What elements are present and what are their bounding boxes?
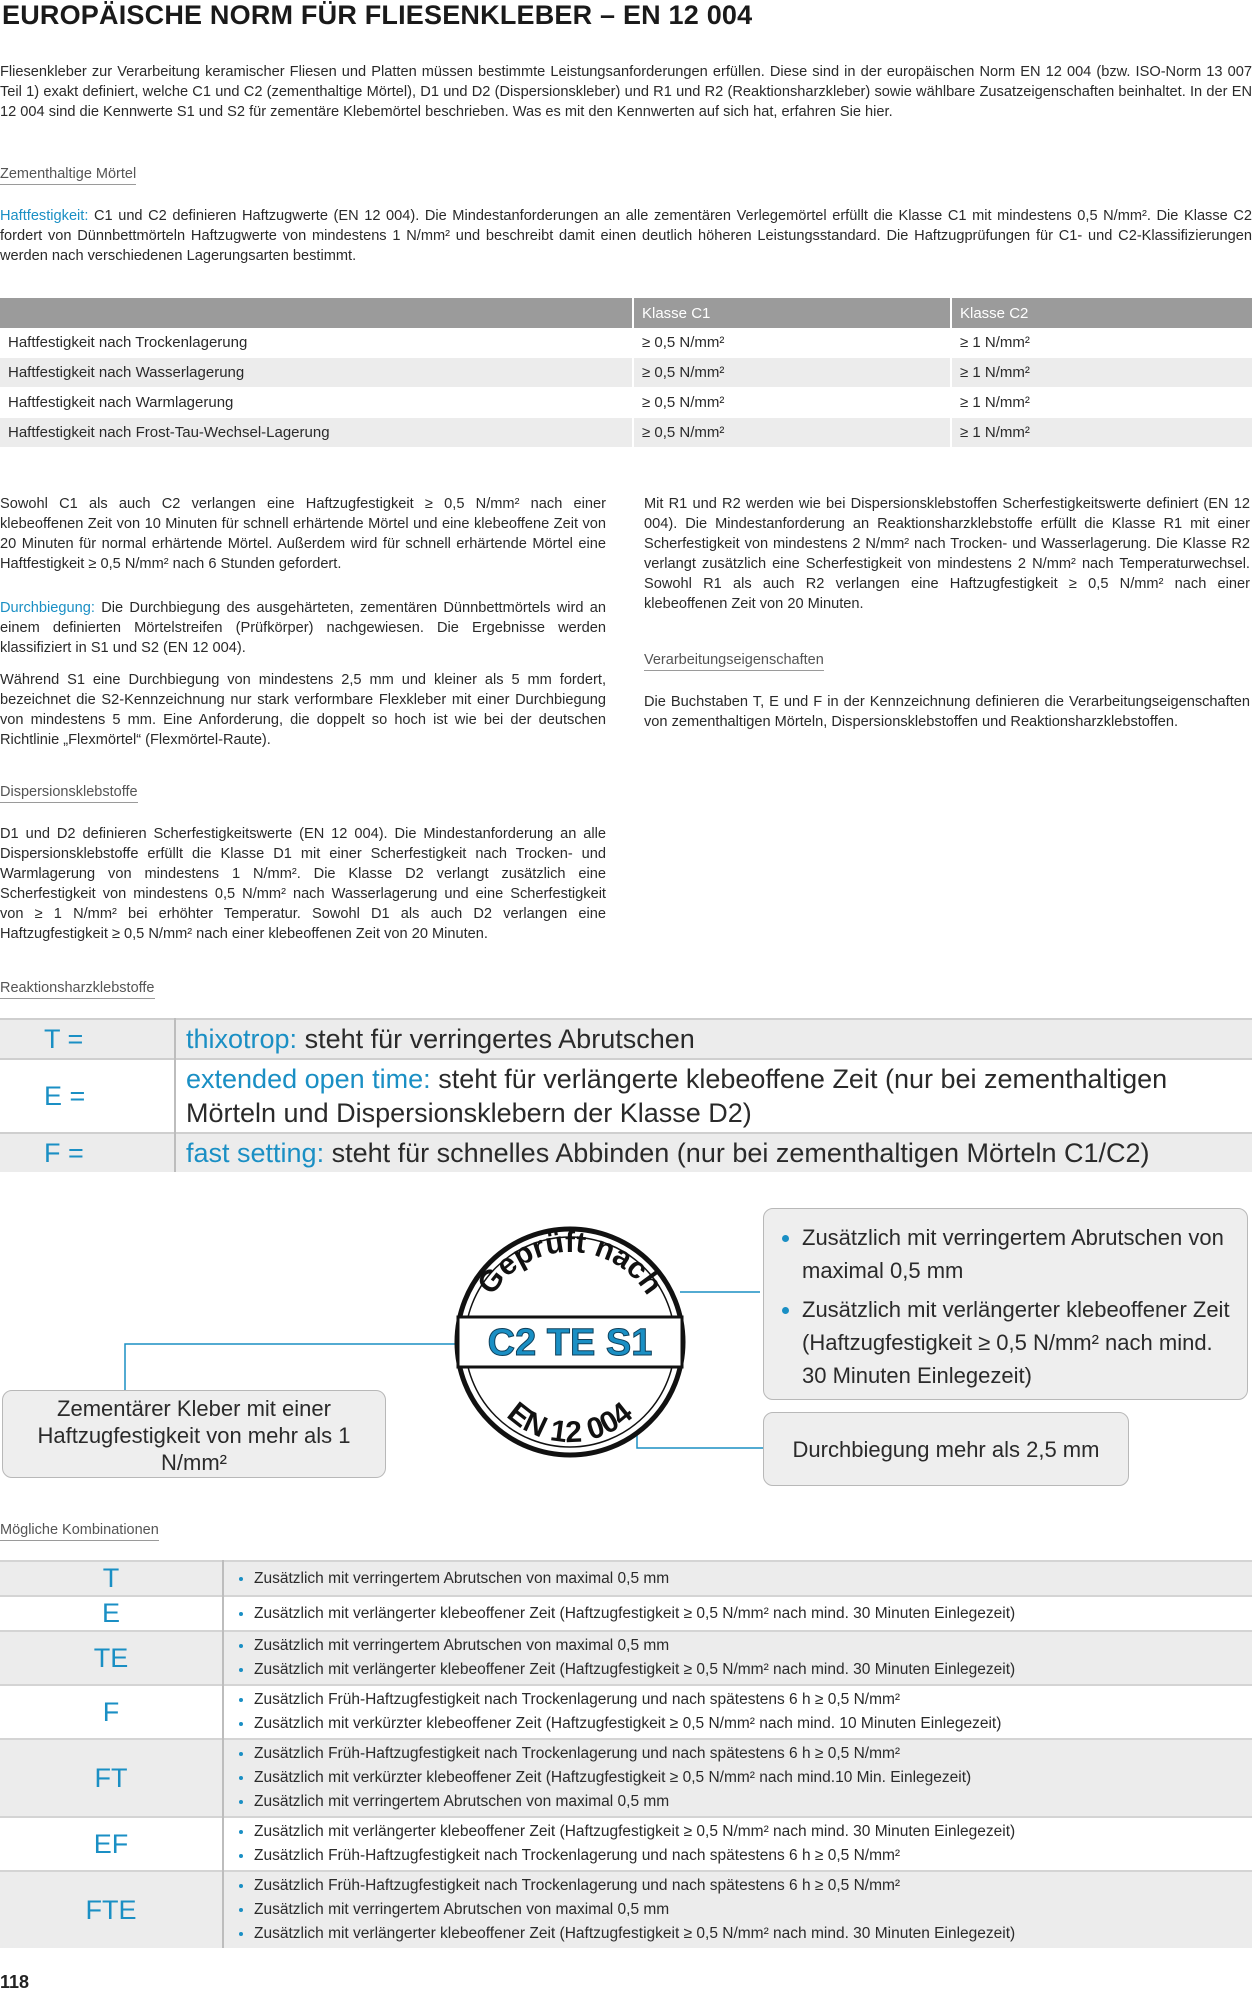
combo-items: [223, 1739, 1252, 1817]
combo-code: T: [0, 1561, 223, 1596]
combo-item: • Zusätzlich mit verringertem Abrutschen von maximal 0,5 mm: [254, 1898, 1252, 1922]
section-heading-verarbeitung: Verarbeitungseigenschaften: [644, 652, 824, 671]
table-cell: Haftfestigkeit nach Trockenlagerung: [0, 328, 633, 358]
section-heading-combinations: Mögliche Kombinationen: [0, 1522, 159, 1541]
callout-te-list: [778, 1221, 1235, 1392]
table-cell: ≥ 0,5 N/mm²: [633, 358, 951, 388]
combo-item: • Zusätzlich mit verkürzter klebeoffener Zeit (Haftzugfestigkeit ≥ 0,5 N/mm² nach mind. 10 Minuten Einlegezeit): [254, 1712, 1252, 1736]
zement-paragraph: [0, 206, 1252, 266]
combo-code: FTE: [0, 1871, 223, 1948]
combo-code: E: [0, 1596, 223, 1631]
code-term: thixotrop:: [186, 1024, 298, 1054]
combo-code: FT: [0, 1739, 223, 1817]
table-cell: Haftfestigkeit nach Wasserlagerung: [0, 358, 633, 388]
combo-items: [223, 1817, 1252, 1871]
table-row: [0, 358, 1252, 388]
code-term: fast setting:: [186, 1138, 325, 1168]
combo-items: [223, 1561, 1252, 1596]
adhesion-table: [0, 298, 1252, 448]
combo-item: • Zusätzlich mit verlängerter klebeoffener Zeit (Haftzugfestigkeit ≥ 0,5 N/mm² nach mind. 30 Minuten Einlegezeit): [254, 1602, 1252, 1626]
code-description: [175, 1019, 1252, 1059]
code-row: [0, 1133, 1252, 1172]
table-header-row: [0, 298, 1252, 328]
combo-item: • Zusätzlich Früh-Haftzugfestigkeit nach Trockenlagerung und nach spätestens 6 h ≥ 0,5 N/mm²: [254, 1742, 1252, 1766]
haft-text: C1 und C2 definieren Haftzugwerte (EN 12 004). Die Mindestanforderungen an alle zementären Verlegemörtel erfüllt die Klasse C1 mit mindestens 0,5 N/mm². Die Klasse C2 fordert von Dünnbettmörteln Haftzugwerte von mindestens 1 N/mm² und beschreibt damit einen deutlich höheren Leistungsstandard. Die Haftzugprüfungen für C1- und C2-Klassifizierungen werden nach verschiedenen Lagerungsarten bestimmt.: [0, 208, 1252, 264]
durchbiegung-label: Durchbiegung:: [0, 600, 95, 616]
table-row: [0, 388, 1252, 418]
callout-s1: Durchbiegung mehr als 2,5 mm: [763, 1412, 1129, 1486]
combo-row: [0, 1685, 1252, 1739]
combo-item: • Zusätzlich mit verringertem Abrutschen von maximal 0,5 mm: [254, 1790, 1252, 1814]
table-cell: ≥ 0,5 N/mm²: [633, 418, 951, 448]
right-paragraph-1: Mit R1 und R2 werden wie bei Dispersionsklebstoffen Scherfestigkeitswerte definiert (EN 12 004). Die Mindestanforderung an Reaktionsharzklebstoffe erfüllt die Klasse R1 mit einer Scherfestigkeit von mindestens 2 N/mm² nach Trocken- und Wasserlagerung. Die Klasse R2 verlangt zusätzlich eine Scherfestigkeit von mindestens 2 N/mm² nach Temperaturwechsel. Sowohl R1 als auch R2 verlangen eine Haftzugfestigkeit ≥ 0,5 N/mm² nach einer klebeoffenen Zeit von 20 Minuten.: [644, 496, 1250, 612]
haft-label: Haftfestigkeit:: [0, 208, 89, 224]
callout-cement: Zementärer Kleber mit einer Haftzugfestigkeit von mehr als 1 N/mm²: [2, 1390, 386, 1478]
code-letter: E =: [0, 1059, 175, 1133]
code-row: [0, 1059, 1252, 1133]
callout-te: [763, 1208, 1248, 1400]
combo-items: [223, 1871, 1252, 1948]
durchbiegung-text: Die Durchbiegung des ausgehärteten, zementären Dünnbettmörtels wird an einem definierten Mörtelstreifen (Prüfkörper) nachgewiesen. Die Ergebnisse werden klassifiziert in S1 und S2 (EN 12 004).: [0, 600, 606, 656]
callout-te-item: • Zusätzlich mit verringertem Abrutschen von maximal 0,5 mm: [802, 1221, 1235, 1287]
dispersion-paragraph: D1 und D2 definieren Scherfestigkeitswerte (EN 12 004). Die Mindestanforderung an alle Dispersionsklebstoffe erfüllt die Klasse D1 mit einer Scherfestigkeit nach Trocken- und Warmlagerung von mindestens 1 N/mm². Die Klasse D2 verlangt zusätzlich eine Scherfestigkeit von mindestens 0,5 N/mm² nach Wasserlagerung und eine Scherfestigkeit von ≥ 1 N/mm² bei erhöhter Temperatur. Sowohl D1 als auch D2 verlangen eine Haftzugfestigkeit ≥ 0,5 N/mm² nach einer klebeoffenen Zeit von 20 Minuten.: [0, 826, 606, 942]
table-cell: Haftfestigkeit nach Frost-Tau-Wechsel-Lagerung: [0, 418, 633, 448]
code-desc-text: steht für verlängerte klebeoffene Zeit (nur bei zementhaltigen Mörteln und Dispersionsklebern der Klasse D2): [186, 1064, 1168, 1128]
property-code-table: [0, 1018, 1252, 1172]
combo-item: • Zusätzlich Früh-Haftzugfestigkeit nach Trockenlagerung und nach spätestens 6 h ≥ 0,5 N/mm²: [254, 1844, 1252, 1868]
intro-paragraph: Fliesenkleber zur Verarbeitung keramischer Fliesen und Platten müssen bestimmte Leistungsanforderungen erfüllen. Diese sind in der europäischen Norm EN 12 004 (bzw. ISO-Norm 13 007 Teil 1) exakt definiert, welche C1 und C2 (zementhaltige Mörtel), D1 und D2 (Dispersionskleber) und R1 und R2 (Reaktionsharzkleber) sowie wählbare Zusatzeigenschaften beinhaltet. In der EN 12 004 sind die Kennwerte S1 und S2 für zementäre Klebemörtel beschrieben. Was es mit den Kennwerten auf sich hat, erfahren Sie hier.: [0, 64, 1252, 120]
combo-code: F: [0, 1685, 223, 1739]
combo-row: [0, 1561, 1252, 1596]
table-row: [0, 418, 1252, 448]
code-letter: T =: [0, 1019, 175, 1059]
combo-items: [223, 1685, 1252, 1739]
combo-items: [223, 1596, 1252, 1631]
table-cell: ≥ 1 N/mm²: [951, 388, 1252, 418]
code-desc-text: steht für schnelles Abbinden (nur bei zementhaltigen Mörteln C1/C2): [324, 1138, 1150, 1168]
table-cell: ≥ 1 N/mm²: [951, 358, 1252, 388]
table-cell: ≥ 0,5 N/mm²: [633, 388, 951, 418]
combo-row: [0, 1817, 1252, 1871]
page-number: 118: [0, 1972, 30, 1992]
combo-item: • Zusätzlich mit verkürzter klebeoffener Zeit (Haftzugfestigkeit ≥ 0,5 N/mm² nach mind.10 Min. Einlegezeit): [254, 1766, 1252, 1790]
left-paragraph-3: Während S1 eine Durchbiegung von mindestens 2,5 mm und kleiner als 5 mm fordert, bezeichnet die S2-Kennzeichnung nur stark verformbare Flexkleber mit einer Durchbiegung von mindestens 5 mm. Eine Anforderung, die doppelt so hoch ist wie bei der deutschen Richtlinie „Flexmörtel“ (Flexmörtel-Raute).: [0, 672, 606, 748]
code-desc-text: steht für verringertes Abrutschen: [297, 1024, 695, 1054]
test-seal: [450, 1222, 690, 1462]
code-row: [0, 1019, 1252, 1059]
section-heading-zement: Zementhaltige Mörtel: [0, 166, 136, 185]
combo-item: • Zusätzlich mit verringertem Abrutschen von maximal 0,5 mm: [254, 1634, 1252, 1658]
code-term: extended open time:: [186, 1064, 431, 1094]
combo-items: [223, 1631, 1252, 1685]
seal-top-text: Geprüft nach: [471, 1225, 669, 1301]
combo-code: TE: [0, 1631, 223, 1685]
combo-row: [0, 1596, 1252, 1631]
table-cell: Haftfestigkeit nach Warmlagerung: [0, 388, 633, 418]
combinations-table: [0, 1560, 1252, 1948]
combo-row: [0, 1739, 1252, 1817]
table-header-cell: Klasse C2: [951, 298, 1252, 328]
durchbiegung-paragraph: [0, 598, 606, 658]
section-heading-dispersion: Dispersionsklebstoffe: [0, 784, 138, 803]
seal-code: C2 TE S1: [487, 1322, 653, 1364]
combo-row: [0, 1631, 1252, 1685]
combo-item: • Zusätzlich mit verringertem Abrutschen von maximal 0,5 mm: [254, 1567, 1252, 1591]
code-description: [175, 1059, 1252, 1133]
code-letter: F =: [0, 1133, 175, 1172]
table-cell: ≥ 1 N/mm²: [951, 418, 1252, 448]
code-description: [175, 1133, 1252, 1172]
seal-bottom-text: EN 12 004: [501, 1395, 639, 1450]
table-header-cell: [0, 298, 633, 328]
table-cell: ≥ 0,5 N/mm²: [633, 328, 951, 358]
page-title: EUROPÄISCHE NORM FÜR FLIESENKLEBER – EN 12 004: [2, 0, 753, 30]
section-heading-reaktionsharz: Reaktionsharzklebstoffe: [0, 980, 155, 999]
combo-item: • Zusätzlich Früh-Haftzugfestigkeit nach Trockenlagerung und nach spätestens 6 h ≥ 0,5 N/mm²: [254, 1688, 1252, 1712]
combo-code: EF: [0, 1817, 223, 1871]
left-paragraph-1: Sowohl C1 als auch C2 verlangen eine Haftzugfestigkeit ≥ 0,5 N/mm² nach einer klebeoffenen Zeit von 10 Minuten für schnell erhärtende Mörtel und eine klebeoffene Zeit von 20 Minuten für normal erhärtende Mörtel. Außerdem wird für schnell erhärtende Mörtel eine Haftfestigkeit ≥ 0,5 N/mm² nach 6 Stunden gefordert.: [0, 496, 606, 572]
callout-te-item: • Zusätzlich mit verlängerter klebeoffener Zeit (Haftzugfestigkeit ≥ 0,5 N/mm² nach mind. 30 Minuten Einlegezeit): [802, 1293, 1235, 1392]
combo-item: • Zusätzlich mit verlängerter klebeoffener Zeit (Haftzugfestigkeit ≥ 0,5 N/mm² nach mind. 30 Minuten Einlegezeit): [254, 1658, 1252, 1682]
table-header-cell: Klasse C1: [633, 298, 951, 328]
combo-row: [0, 1871, 1252, 1948]
verarbeitung-paragraph: Die Buchstaben T, E und F in der Kennzeichnung definieren die Verarbeitungseigenschaften von zementhaltigen Mörteln, Dispersionsklebstoffen und Reaktionsharzklebstoffen.: [644, 694, 1250, 730]
table-row: [0, 328, 1252, 358]
combo-item: • Zusätzlich mit verlängerter klebeoffener Zeit (Haftzugfestigkeit ≥ 0,5 N/mm² nach mind. 30 Minuten Einlegezeit): [254, 1820, 1252, 1844]
combo-item: • Zusätzlich mit verlängerter klebeoffener Zeit (Haftzugfestigkeit ≥ 0,5 N/mm² nach mind. 30 Minuten Einlegezeit): [254, 1922, 1252, 1946]
table-cell: ≥ 1 N/mm²: [951, 328, 1252, 358]
combo-item: • Zusätzlich Früh-Haftzugfestigkeit nach Trockenlagerung und nach spätestens 6 h ≥ 0,5 N/mm²: [254, 1874, 1252, 1898]
